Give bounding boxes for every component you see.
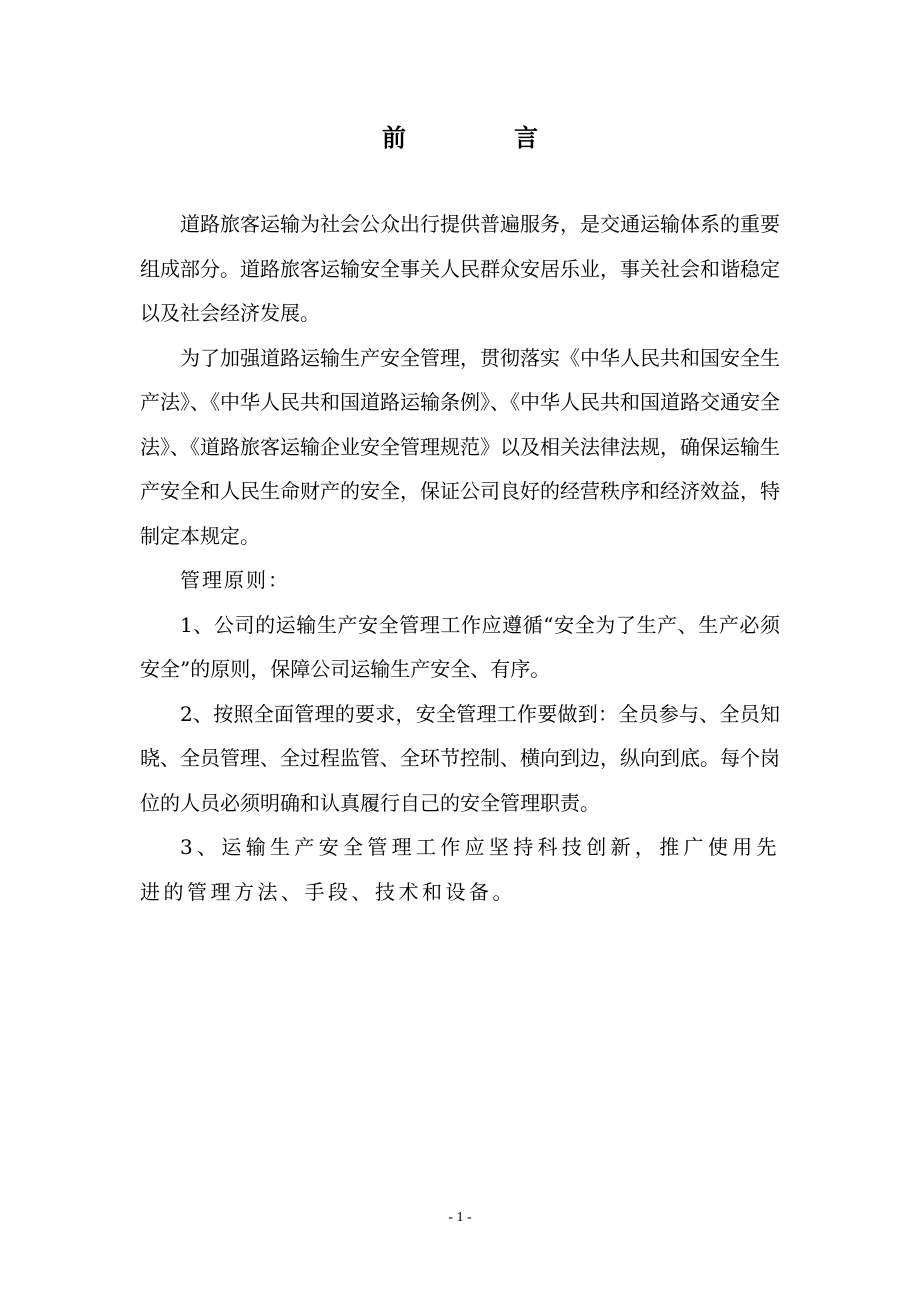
paragraph-intro: 道路旅客运输为社会公众出行提供普遍服务，是交通运输体系的重要组成部分。道路旅客运输安全事关人民群众安居乐业，事关社会和谐稳定以及社会经济发展。	[140, 212, 780, 325]
page-number: - 1 -	[448, 1210, 472, 1225]
paragraph-purpose: 为了加强道路运输生产安全管理，贯彻落实《中华人民共和国安全生产法》、《中华人民共和国道路运输条例》、《中华人民共和国道路交通安全法》、《道路旅客运输企业安全管理规范》以及相关法律法规，确保运输生产安全和人民生命财产的安全，保证公司良好的经营秩序和经济效益，特制定本规定。	[140, 345, 780, 548]
document-body	[140, 202, 780, 914]
document-title: 前 言	[382, 123, 580, 152]
paragraph-principles-heading: 管理原则：	[180, 568, 290, 592]
paragraph-principle-3: 3、运输生产安全管理工作应坚持科技创新，推广使用先进的管理方法、手段、技术和设备。	[140, 835, 780, 904]
paragraph-principle-2: 2、按照全面管理的要求，安全管理工作要做到：全员参与、全员知晓、全员管理、全过程监管、全环节控制、横向到边，纵向到底。每个岗位的人员必须明确和认真履行自己的安全管理职责。	[140, 701, 780, 815]
paragraph-principle-1: 1、公司的运输生产安全管理工作应遵循“安全为了生产、生产必须安全”的原则，保障公司运输生产安全、有序。	[140, 612, 780, 681]
